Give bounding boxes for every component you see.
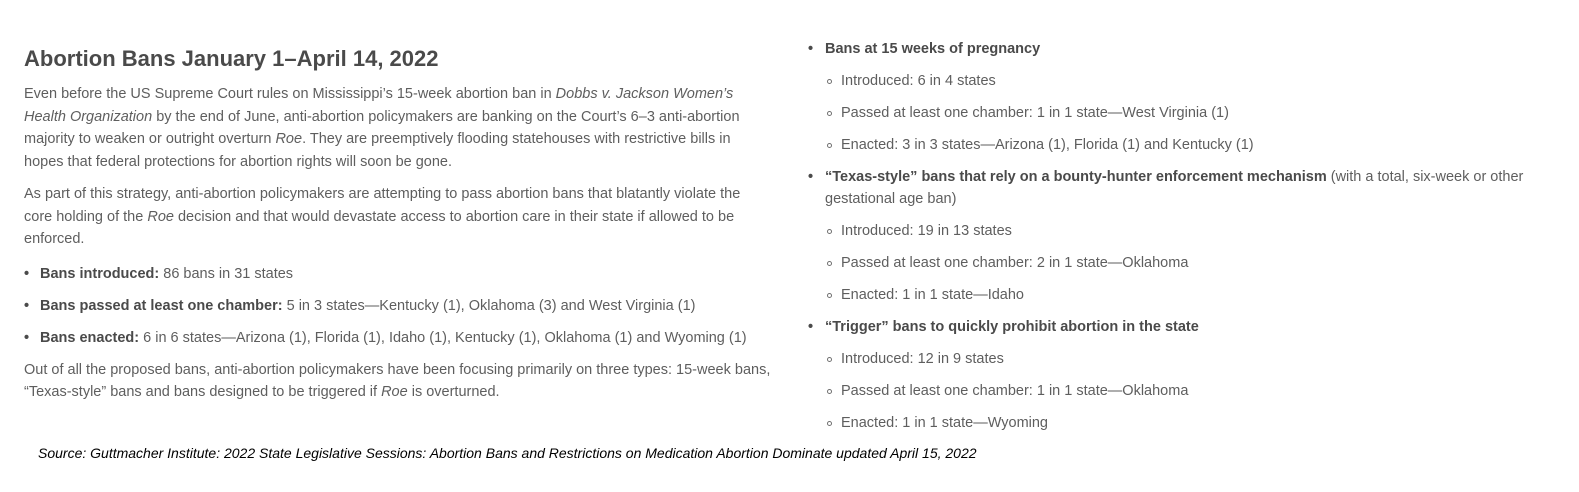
sub-stat-passed-chamber: Passed at least one chamber: 1 in 1 state—Oklahoma: [825, 380, 1568, 402]
stat-label: Bans passed at least one chamber:: [40, 297, 283, 314]
intro-p1-text-c: . They are preemptively flooding statehouses with restrictive bills in hopes that federal protections for abortion rights will soon be gone.: [24, 131, 731, 170]
ban-type-title: Bans at 15 weeks of pregnancy: [825, 41, 1041, 57]
article-right-column: [808, 38, 1568, 444]
stat-passed-chamber: [24, 295, 772, 317]
sub-stat-introduced: Introduced: 19 in 13 states: [825, 220, 1568, 242]
roe-reference: Roe: [381, 384, 408, 400]
intro-paragraph-2: [24, 183, 772, 251]
stat-value: 6 in 6 states—Arizona (1), Florida (1), Idaho (1), Kentucky (1), Oklahoma (1) and Wyoming (1): [139, 329, 747, 346]
intro-paragraph-1: [24, 83, 772, 173]
stat-introduced: [24, 263, 772, 285]
sub-stat-passed-chamber: Passed at least one chamber: 2 in 1 state—Oklahoma: [825, 252, 1568, 274]
case-name: Dobbs v. Jackson Women’s Health Organization: [24, 86, 734, 125]
ban-type-stats: [825, 70, 1568, 156]
stat-label: Bans enacted:: [40, 329, 140, 346]
ban-type-title: “Texas-style” bans that rely on a bounty-hunter enforcement mechanism: [825, 169, 1327, 185]
intro-p2-text-a: As part of this strategy, anti-abortion policymakers are attempting to pass abortion bans that blatantly violate the core holding of the: [24, 186, 741, 225]
closing-paragraph: [24, 359, 772, 404]
stat-value: 5 in 3 states—Kentucky (1), Oklahoma (3) and West Virginia (1): [282, 297, 696, 314]
article-title: Abortion Bans January 1–April 14, 2022: [24, 46, 439, 71]
roe-reference: Roe: [147, 208, 174, 225]
roe-reference: Roe: [275, 131, 303, 147]
sub-stat-introduced: Introduced: 12 in 9 states: [825, 348, 1568, 370]
ban-type-stats: [825, 220, 1568, 306]
stat-enacted: [24, 327, 772, 349]
source-citation: Source: Guttmacher Institute: 2022 State Legislative Sessions: Abortion Bans and Restrictions on Medication Abortion Dominate updated April 15, 2022: [38, 445, 977, 461]
stat-label: Bans introduced:: [40, 265, 160, 282]
intro-p1-text-a: Even before the US Supreme Court rules on Mississippi’s 15-week abortion ban in: [24, 86, 556, 102]
sub-stat-enacted: Enacted: 3 in 3 states—Arizona (1), Florida (1) and Kentucky (1): [825, 134, 1568, 156]
stat-value: 86 bans in 31 states: [159, 265, 294, 282]
ban-type-texas-style: [808, 166, 1568, 306]
ban-type-title: “Trigger” bans to quickly prohibit abortion in the state: [825, 319, 1199, 335]
closing-text-b: is overturned.: [407, 384, 500, 400]
sub-stat-enacted: Enacted: 1 in 1 state—Idaho: [825, 284, 1568, 306]
intro-p2-text-b: decision and that would devastate access to abortion care in their state if allowed to be enforced.: [24, 208, 735, 247]
ban-type-trigger: [808, 316, 1568, 434]
sub-stat-passed-chamber: Passed at least one chamber: 1 in 1 state—West Virginia (1): [825, 102, 1568, 124]
ban-stats-list: [24, 263, 772, 349]
ban-type-15-week: [808, 38, 1568, 156]
ban-types-list: [808, 38, 1568, 434]
sub-stat-introduced: Introduced: 6 in 4 states: [825, 70, 1568, 92]
ban-type-stats: [825, 348, 1568, 434]
closing-text-a: Out of all the proposed bans, anti-abortion policymakers have been focusing primarily on three types: 15-week bans, “Texas-style” bans and bans designed to be triggered if: [24, 361, 771, 400]
sub-stat-enacted: Enacted: 1 in 1 state—Wyoming: [825, 412, 1568, 434]
intro-p1-text-b: by the end of June, anti-abortion policymakers are banking on the Court’s 6–3 anti-abortion majority to weaken or outright overturn: [24, 108, 740, 147]
article-left-column: [24, 44, 772, 414]
ban-type-note: (with a total, six-week or other gestational age ban): [825, 169, 1524, 207]
